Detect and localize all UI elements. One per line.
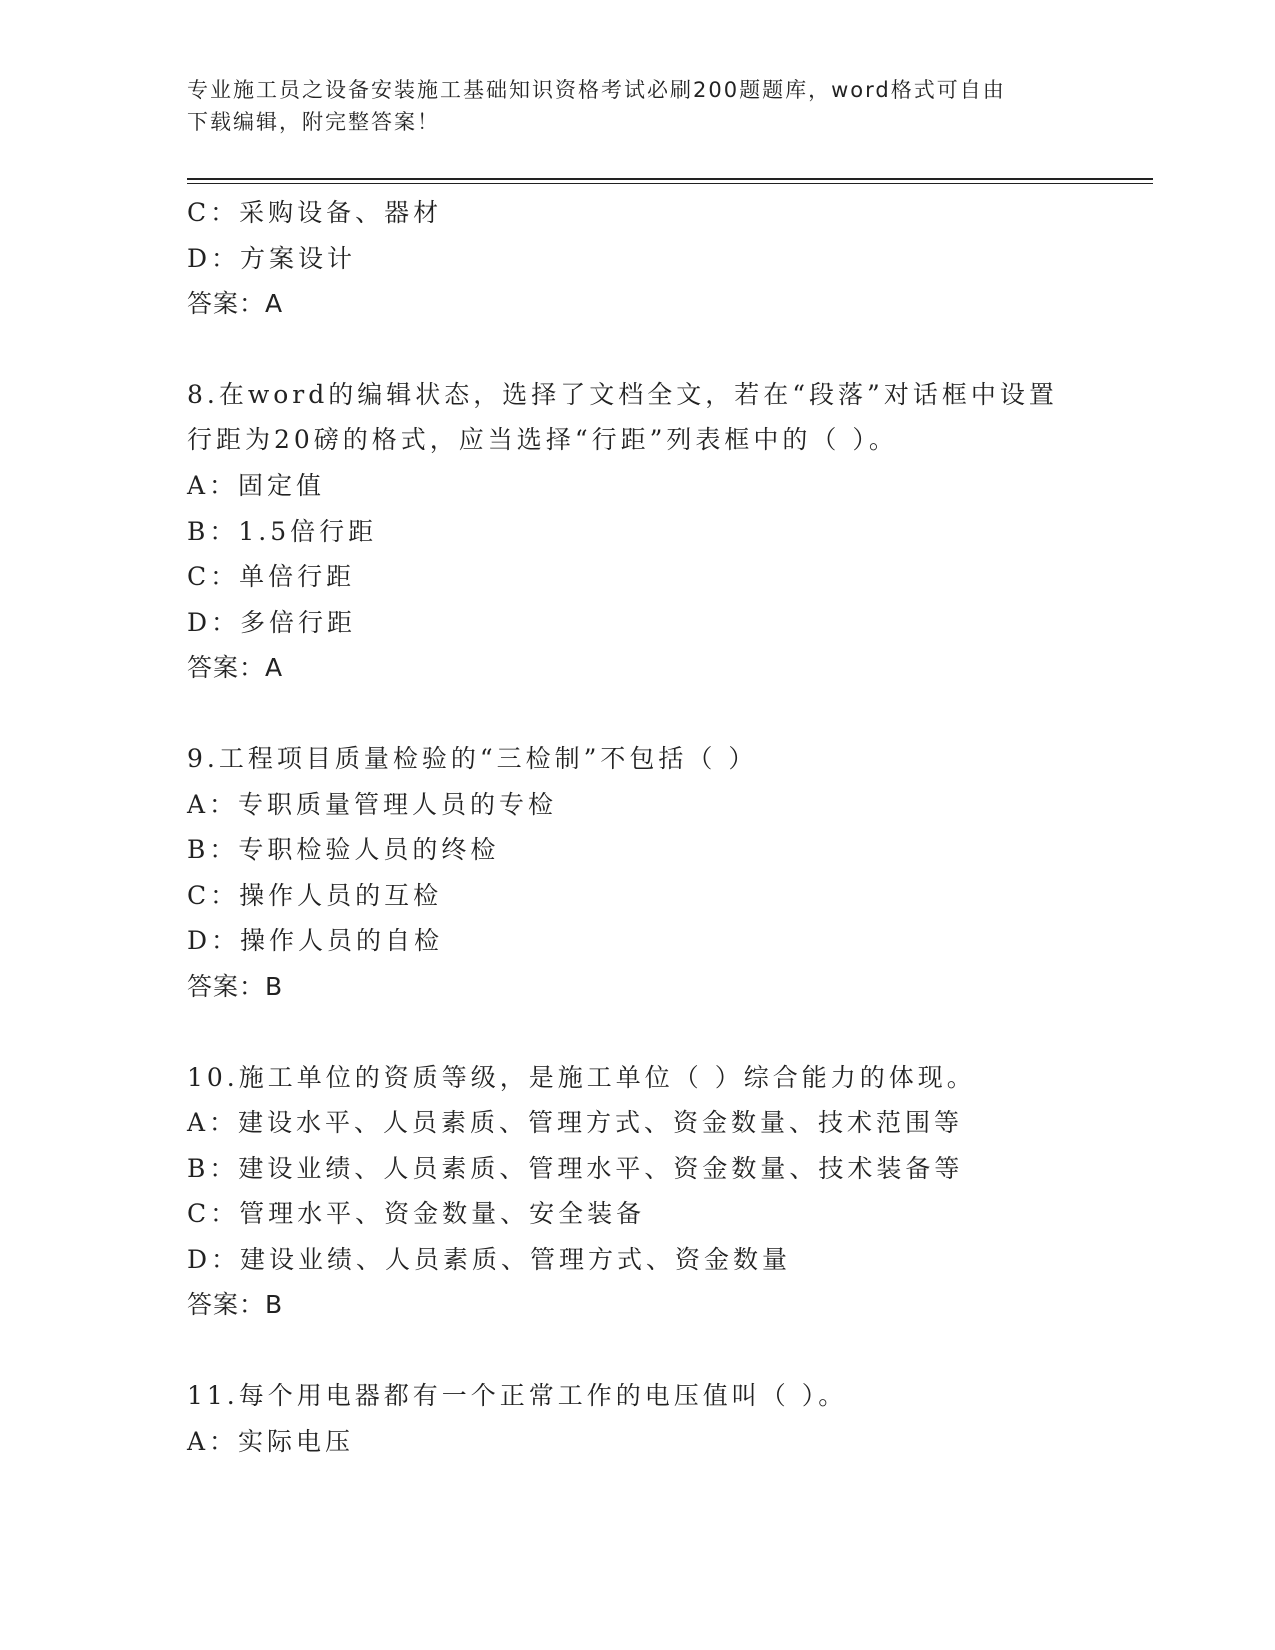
question-block-9 xyxy=(187,736,1147,1010)
option-d: D：多倍行距 xyxy=(187,607,357,637)
option-a: A：专职质量管理人员的专检 xyxy=(187,789,558,819)
question-block-7 xyxy=(187,190,1147,327)
answer-line: 答案：A xyxy=(187,653,284,683)
option-b: B：专职检验人员的终检 xyxy=(187,835,500,865)
answer-line: 答案：A xyxy=(187,289,284,319)
question-text: 11.每个用电器都有一个正常工作的电压值叫（ ）。 xyxy=(187,1381,848,1411)
spacer xyxy=(187,691,1147,736)
question-text: 9.工程项目质量检验的“三检制”不包括（ ） xyxy=(187,743,758,773)
spacer xyxy=(187,1328,1147,1373)
option-c: C：管理水平、资金数量、安全装备 xyxy=(187,1199,646,1229)
option-b: B：1.5倍行距 xyxy=(187,516,378,546)
option-a: A：建设水平、人员素质、管理方式、资金数量、技术范围等 xyxy=(187,1108,964,1138)
option-c: C：单倍行距 xyxy=(187,562,356,592)
answer-line: 答案：B xyxy=(187,971,284,1001)
header-divider-thin xyxy=(187,183,1153,184)
question-block-10 xyxy=(187,1055,1147,1329)
question-block-11 xyxy=(187,1373,1147,1464)
option-d: D：操作人员的自检 xyxy=(187,926,444,956)
option-a: A：实际电压 xyxy=(187,1426,355,1456)
header-divider-thick xyxy=(187,178,1153,180)
header-title-line-1: 专业施工员之设备安装施工基础知识资格考试必刷200题题库，word格式可自由 xyxy=(187,78,1006,102)
option-a: A：固定值 xyxy=(187,470,326,500)
question-text: 10.施工单位的资质等级，是施工单位（ ）综合能力的体现。 xyxy=(187,1062,976,1092)
document-header xyxy=(187,74,1067,138)
question-list xyxy=(187,190,1147,1464)
option-d: D：建设业绩、人员素质、管理方式、资金数量 xyxy=(187,1244,792,1274)
question-text-continued: 行距为20磅的格式，应当选择“行距”列表框中的（ ）。 xyxy=(187,425,898,455)
answer-line: 答案：B xyxy=(187,1290,284,1320)
question-block-8 xyxy=(187,372,1147,691)
option-c: C：采购设备、器材 xyxy=(187,198,443,227)
spacer xyxy=(187,1010,1147,1055)
question-text: 8.在word的编辑状态，选择了文档全文，若在“段落”对话框中设置 xyxy=(187,379,1058,409)
header-title-line-2: 下载编辑，附完整答案！ xyxy=(187,110,440,134)
option-d: D：方案设计 xyxy=(187,243,357,273)
option-c: C：操作人员的互检 xyxy=(187,880,443,910)
option-b: B：建设业绩、人员素质、管理水平、资金数量、技术装备等 xyxy=(187,1153,964,1183)
spacer xyxy=(187,327,1147,372)
